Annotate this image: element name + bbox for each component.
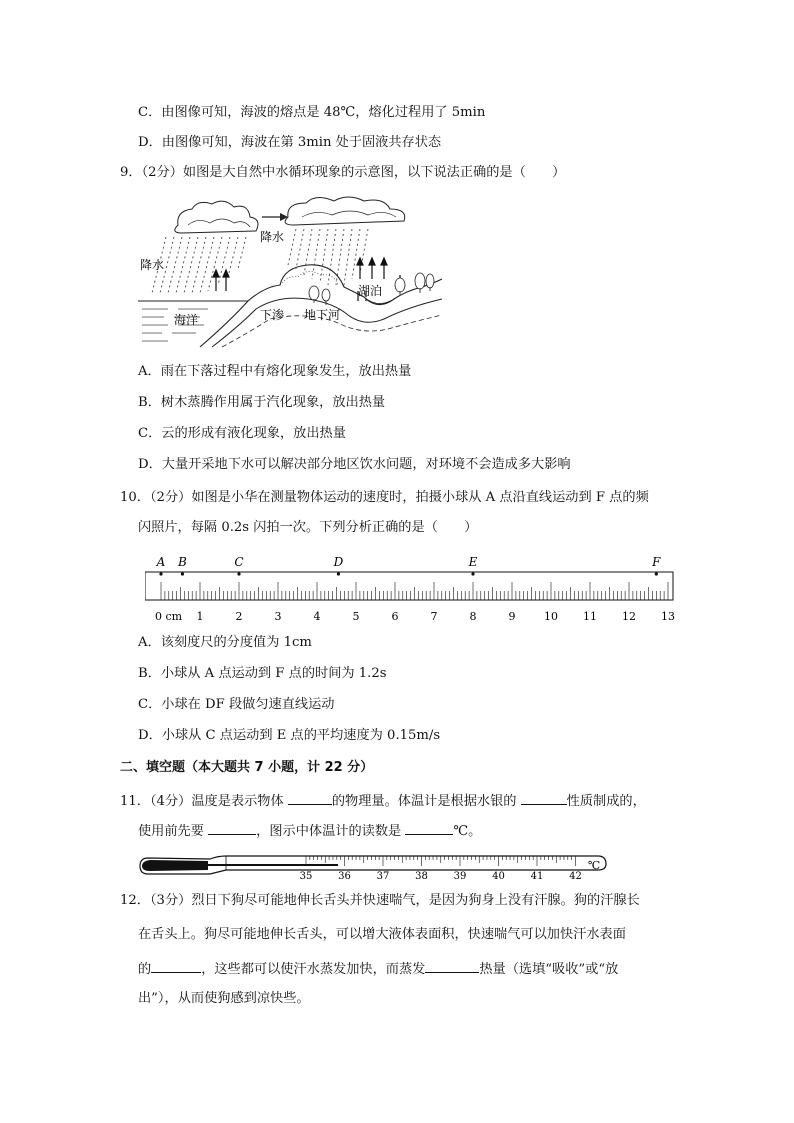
point-label-D: D	[333, 555, 344, 569]
thermometer-tick-label: 35	[299, 871, 313, 882]
ball-point-F	[655, 572, 658, 575]
label-ocean: 海洋	[174, 313, 199, 327]
q10-stem-line1: 10．（2分）如图是小华在测量物体运动的速度时，拍摄小球从 A 点沿直线运动到 F 点的频	[120, 490, 649, 505]
q11-blank1[interactable]	[288, 790, 332, 805]
thermometer-figure	[138, 850, 610, 882]
q10-option-c: C．小球在 DF 段做匀速直线运动	[138, 697, 335, 712]
q9-option-a: A．雨在下落过程中有熔化现象发生，放出热量	[138, 364, 412, 379]
ruler-figure	[145, 550, 675, 626]
q9-option-b: B．树木蒸腾作用属于汽化现象，放出热量	[138, 395, 386, 410]
point-label-F: F	[652, 555, 661, 569]
ball-point-B	[181, 572, 184, 575]
thermometer-tick-label: 42	[569, 871, 582, 882]
q11-part1: 11．（4分）温度是表示物体	[120, 794, 288, 809]
q11-line1	[120, 790, 646, 811]
q11-part3: 性质制成的，	[566, 794, 646, 809]
label-lake: 湖泊	[358, 284, 383, 298]
q12-line3c: 热量（选填“吸收”或“放	[479, 962, 619, 977]
thermometer-tick-label: 40	[492, 871, 505, 882]
thermometer-unit: ℃	[587, 859, 601, 872]
q12-line3a: 的	[138, 962, 152, 977]
ball-point-E	[471, 572, 474, 575]
label-rain-right: 降水	[260, 230, 285, 244]
q8-option-c: C．由图像可知，海波的熔点是 48℃，熔化过程用了 5min	[138, 105, 486, 120]
thermometer-tick-label: 39	[453, 871, 467, 882]
q12-line1: 12．（3分）烈日下狗尽可能地伸长舌头并快速喘气，是因为狗身上没有汗腺。狗的汗腺长	[120, 893, 640, 908]
label-infiltration: 下渗	[260, 308, 285, 322]
q8-option-d: D．由图像可知，海波在第 3min 处于固液共存状态	[138, 135, 442, 150]
ruler-tick-label: 9	[508, 610, 516, 623]
ruler-tick-label: 6	[391, 610, 399, 623]
ruler-tick-label: 12	[622, 610, 636, 623]
ruler-tick-label: 5	[352, 610, 360, 623]
q11-blank2[interactable]	[521, 790, 567, 805]
ruler-tick-label: 11	[583, 610, 597, 623]
point-label-A: A	[156, 555, 166, 569]
q11-line2	[138, 820, 481, 841]
q11-part4: 使用前先要	[138, 824, 209, 839]
point-label-B: B	[178, 555, 187, 569]
ruler-tick-label: 10	[544, 610, 558, 623]
water-cycle-figure	[138, 195, 448, 355]
thermometer-tick-label: 36	[338, 871, 351, 882]
point-label-C: C	[234, 555, 244, 569]
ruler-tick-label: 3	[274, 610, 282, 623]
q9-option-d: D．大量开采地下水可以解决部分地区饮水问题，对环境不会造成多大影响	[138, 457, 571, 472]
ruler-tick-label: 0 cm	[155, 610, 183, 623]
ball-point-A	[159, 572, 162, 575]
q9-option-c: C．云的形成有液化现象，放出热量	[138, 426, 346, 441]
q10-option-a: A．该刻度尺的分度值为 1cm	[138, 635, 312, 650]
q12-blank1[interactable]	[151, 958, 201, 973]
thermometer-tick-label: 41	[530, 871, 544, 882]
label-rain-left: 降水	[140, 258, 165, 272]
ball-point-D	[337, 572, 340, 575]
q12-line4: 出”），从而使狗感到凉快些。	[138, 991, 310, 1006]
ruler-tick-label: 8	[469, 610, 477, 623]
q9-stem: 9．（2分）如图是大自然中水循环现象的示意图，以下说法正确的是（ ）	[120, 165, 566, 180]
thermometer-tick-label: 38	[415, 871, 428, 882]
q10-option-b: B．小球从 A 点运动到 F 点的时间为 1.2s	[138, 666, 387, 681]
thermometer-tick-label: 37	[376, 871, 390, 882]
mercury-bulb	[142, 860, 208, 871]
ruler-tick-label: 2	[235, 610, 243, 623]
q11-part6: ℃。	[453, 824, 482, 839]
q12-line2: 在舌头上。狗尽可能地伸长舌头，可以增大液体表面积，快速喘气可以加快汗水表面	[138, 927, 626, 942]
section-title: 二、填空题（本大题共 7 小题，计 22 分）	[120, 760, 374, 775]
ball-point-C	[237, 572, 240, 575]
q11-part5: ，图示中体温计的读数是	[256, 824, 406, 839]
q12-line3b: ，这些都可以使汗水蒸发加快，而蒸发	[201, 962, 426, 977]
q10-option-d: D．小球从 C 点运动到 E 点的平均速度为 0.15m/s	[138, 728, 441, 743]
ruler-tick-label: 4	[313, 610, 321, 623]
q11-blank3[interactable]	[208, 820, 256, 835]
q12-line3	[138, 958, 618, 979]
q11-blank4[interactable]	[405, 820, 453, 835]
q12-blank2[interactable]	[425, 958, 479, 973]
ruler-tick-label: 7	[430, 610, 438, 623]
label-underground-river: 地下河	[304, 308, 341, 322]
point-label-E: E	[468, 555, 478, 569]
q11-part2: 的物理量。体温计是根据水银的	[331, 794, 521, 809]
ruler-tick-label: 13	[661, 610, 675, 623]
ruler-tick-label: 1	[196, 610, 204, 623]
q10-stem-line2: 闪照片，每隔 0.2s 闪拍一次。下列分析正确的是（ ）	[138, 520, 478, 535]
